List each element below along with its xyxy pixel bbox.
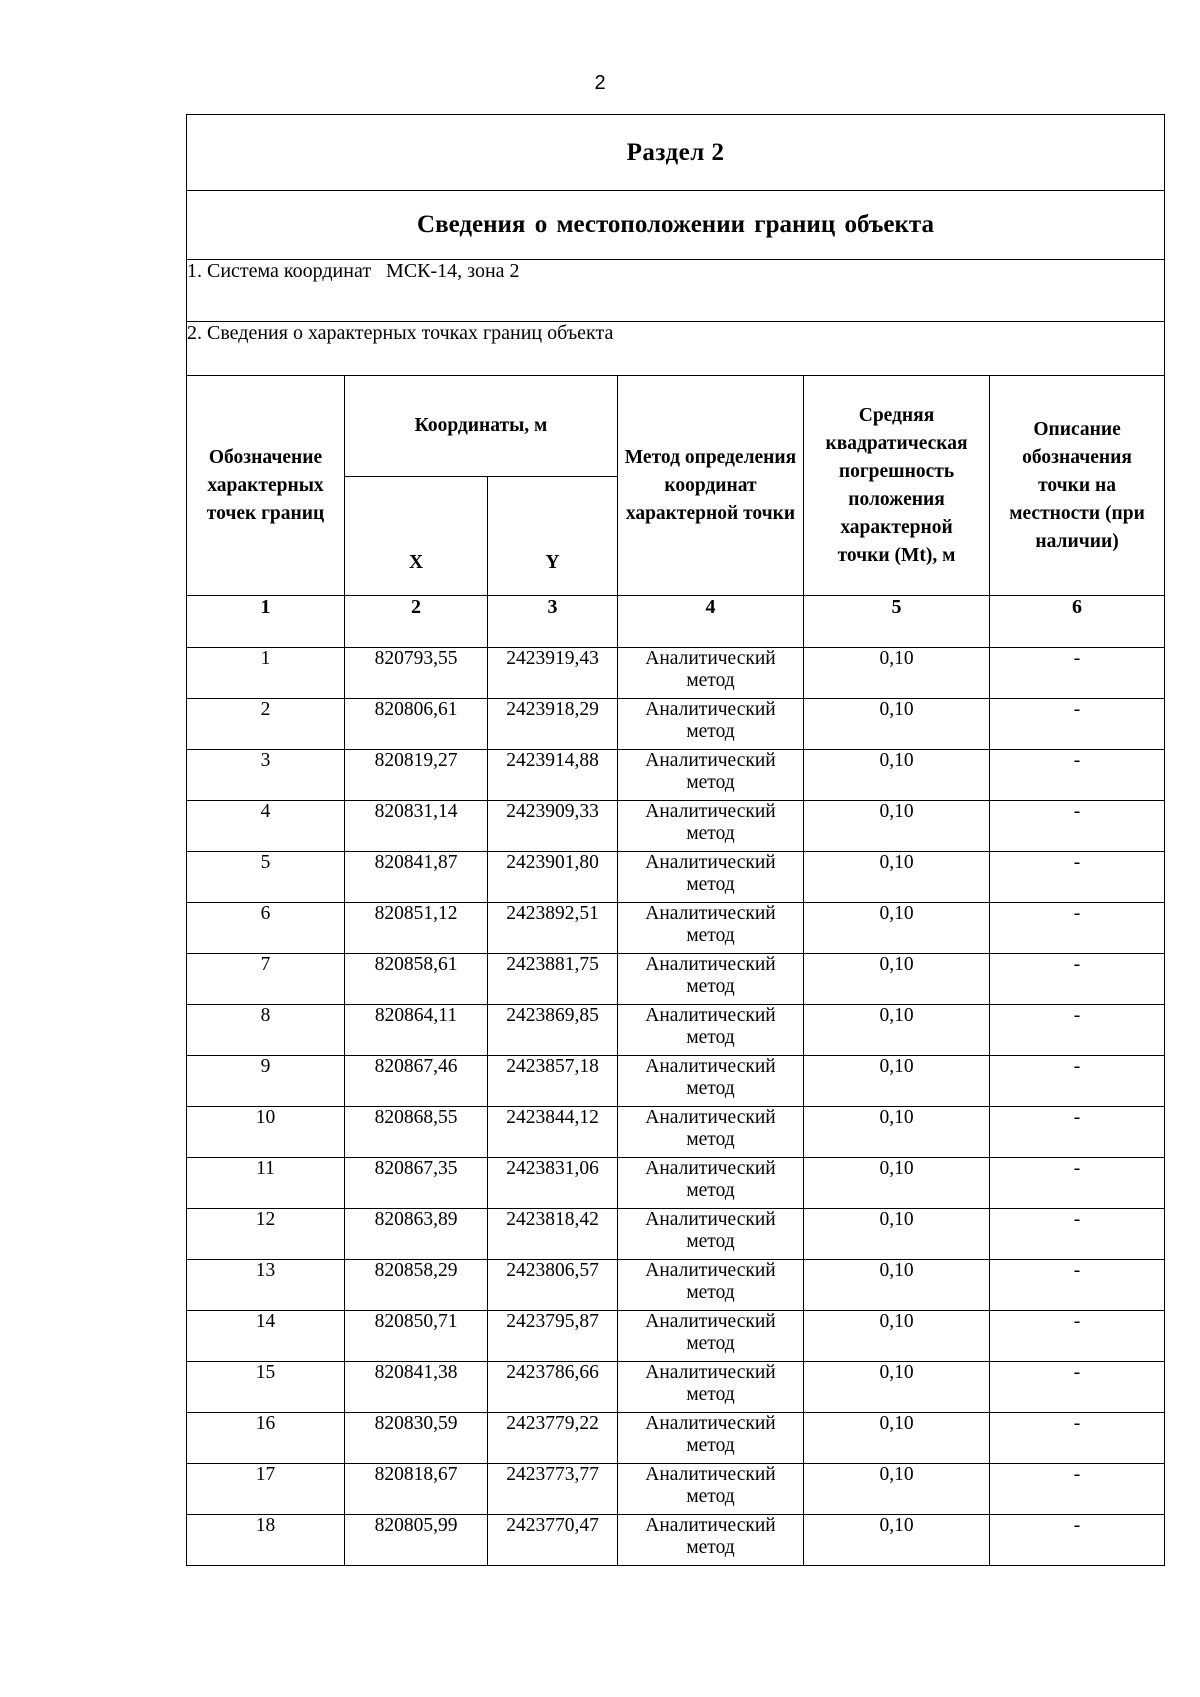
point-method [618,699,804,750]
table-row [187,954,1165,1005]
point-y: 2423918,29 [488,699,618,750]
table-row [187,852,1165,903]
point-description: - [990,1107,1165,1158]
column-number: 3 [488,596,618,648]
point-method [618,750,804,801]
table-row [187,1107,1165,1158]
point-description: - [990,852,1165,903]
method-line: Аналитический [645,1464,776,1485]
method-line: метод [686,1384,735,1405]
header-designation: Обозначение характерных точек границ [187,376,345,596]
point-id: 16 [187,1413,345,1464]
point-method [618,1260,804,1311]
point-method [618,801,804,852]
point-y: 2423795,87 [488,1311,618,1362]
point-error: 0,10 [804,1260,990,1311]
point-description: - [990,1209,1165,1260]
point-method [618,1056,804,1107]
column-number: 2 [345,596,488,648]
point-id: 15 [187,1362,345,1413]
point-x: 820841,38 [345,1362,488,1413]
point-id: 10 [187,1107,345,1158]
point-description: - [990,954,1165,1005]
page-number: 2 [594,72,606,94]
point-id: 18 [187,1515,345,1566]
point-error: 0,10 [804,954,990,1005]
method-line: Аналитический [645,750,776,771]
point-id: 13 [187,1260,345,1311]
table-row [187,903,1165,954]
method-line: Аналитический [645,1362,776,1383]
point-error: 0,10 [804,1158,990,1209]
point-x: 820830,59 [345,1413,488,1464]
point-description: - [990,1056,1165,1107]
table-row [187,1209,1165,1260]
method-line: Аналитический [645,1311,776,1332]
point-id: 8 [187,1005,345,1056]
point-description: - [990,750,1165,801]
method-line: метод [686,823,735,844]
method-line: метод [686,925,735,946]
method-line: Аналитический [645,1515,776,1536]
point-y: 2423914,88 [488,750,618,801]
point-id: 14 [187,1311,345,1362]
point-method [618,903,804,954]
point-error: 0,10 [804,1107,990,1158]
point-x: 820868,55 [345,1107,488,1158]
column-number: 5 [804,596,990,648]
point-description: - [990,1413,1165,1464]
table-row [187,1056,1165,1107]
point-y: 2423857,18 [488,1056,618,1107]
point-error: 0,10 [804,801,990,852]
point-x: 820831,14 [345,801,488,852]
point-description: - [990,1005,1165,1056]
point-x: 820851,12 [345,903,488,954]
method-line: метод [686,1435,735,1456]
point-x: 820863,89 [345,1209,488,1260]
point-description: - [990,1158,1165,1209]
point-error: 0,10 [804,1209,990,1260]
point-x: 820841,87 [345,852,488,903]
method-line: Аналитический [645,1209,776,1230]
method-line: Аналитический [645,954,776,975]
point-y: 2423779,22 [488,1413,618,1464]
point-id: 7 [187,954,345,1005]
point-y: 2423806,57 [488,1260,618,1311]
table-row [187,1005,1165,1056]
point-y: 2423909,33 [488,801,618,852]
point-id: 11 [187,1158,345,1209]
point-id: 3 [187,750,345,801]
method-line: метод [686,1129,735,1150]
method-line: метод [686,721,735,742]
point-y: 2423770,47 [488,1515,618,1566]
point-description: - [990,1260,1165,1311]
point-id: 2 [187,699,345,750]
method-line: метод [686,1180,735,1201]
boundary-points-table [186,114,1165,1566]
point-method [618,1464,804,1515]
header-method: Метод определения координат характерной точки [618,376,804,596]
table-row [187,1464,1165,1515]
point-error: 0,10 [804,750,990,801]
point-x: 820864,11 [345,1005,488,1056]
method-line: метод [686,1333,735,1354]
header-coordinates: Координаты, м [345,376,618,477]
point-method [618,852,804,903]
method-line: Аналитический [645,648,776,669]
column-number: 6 [990,596,1165,648]
table-row [187,699,1165,750]
points-info-label: 2. Сведения о характерных точках границ объекта [187,322,1165,376]
point-error: 0,10 [804,648,990,699]
point-method [618,1413,804,1464]
point-method [618,1107,804,1158]
column-number: 4 [618,596,804,648]
method-line: Аналитический [645,1158,776,1179]
table-row [187,1362,1165,1413]
point-error: 0,10 [804,1005,990,1056]
method-line: Аналитический [645,699,776,720]
point-error: 0,10 [804,1311,990,1362]
column-number: 1 [187,596,345,648]
section-title: Раздел 2 [187,115,1165,191]
method-line: Аналитический [645,1260,776,1281]
column-numbers-row [187,596,1165,648]
coordinate-system-label: 1. Система координат МСК-14, зона 2 [187,260,1165,322]
point-description: - [990,903,1165,954]
point-id: 4 [187,801,345,852]
point-x: 820867,46 [345,1056,488,1107]
point-x: 820858,29 [345,1260,488,1311]
point-method [618,1209,804,1260]
header-x: X [345,477,488,596]
method-line: метод [686,976,735,997]
table-row [187,1413,1165,1464]
point-method [618,1005,804,1056]
point-description: - [990,1464,1165,1515]
point-error: 0,10 [804,903,990,954]
method-line: Аналитический [645,852,776,873]
point-y: 2423881,75 [488,954,618,1005]
point-description: - [990,801,1165,852]
point-x: 820867,35 [345,1158,488,1209]
point-x: 820805,99 [345,1515,488,1566]
point-id: 6 [187,903,345,954]
method-line: метод [686,670,735,691]
point-error: 0,10 [804,1413,990,1464]
table-row [187,1260,1165,1311]
point-id: 17 [187,1464,345,1515]
point-error: 0,10 [804,852,990,903]
table-row [187,648,1165,699]
table-row [187,1515,1165,1566]
point-x: 820850,71 [345,1311,488,1362]
point-y: 2423901,80 [488,852,618,903]
method-line: метод [686,1027,735,1048]
point-method [618,1158,804,1209]
point-y: 2423786,66 [488,1362,618,1413]
method-line: Аналитический [645,1413,776,1434]
point-y: 2423892,51 [488,903,618,954]
point-error: 0,10 [804,1464,990,1515]
point-error: 0,10 [804,699,990,750]
point-method [618,1515,804,1566]
method-line: Аналитический [645,801,776,822]
point-x: 820818,67 [345,1464,488,1515]
method-line: метод [686,1537,735,1558]
header-error: Средняя квадратическая погрешность положения характерной точки (Mt), м [804,376,990,596]
table-row [187,801,1165,852]
point-x: 820806,61 [345,699,488,750]
point-id: 12 [187,1209,345,1260]
point-x: 820793,55 [345,648,488,699]
point-id: 9 [187,1056,345,1107]
point-error: 0,10 [804,1056,990,1107]
method-line: Аналитический [645,1107,776,1128]
method-line: метод [686,874,735,895]
point-description: - [990,699,1165,750]
method-line: Аналитический [645,903,776,924]
point-y: 2423869,85 [488,1005,618,1056]
point-method [618,648,804,699]
point-x: 820819,27 [345,750,488,801]
point-description: - [990,1311,1165,1362]
header-description: Описание обозначения точки на местности (при наличии) [990,376,1165,596]
point-y: 2423831,06 [488,1158,618,1209]
point-description: - [990,1515,1165,1566]
point-description: - [990,1362,1165,1413]
point-y: 2423818,42 [488,1209,618,1260]
point-method [618,954,804,1005]
method-line: метод [686,1282,735,1303]
point-method [618,1311,804,1362]
method-line: метод [686,1486,735,1507]
method-line: метод [686,772,735,793]
point-y: 2423919,43 [488,648,618,699]
table-row [187,1311,1165,1362]
method-line: Аналитический [645,1056,776,1077]
point-y: 2423773,77 [488,1464,618,1515]
point-y: 2423844,12 [488,1107,618,1158]
section-subtitle: Сведения о местоположении границ объекта [187,191,1165,260]
method-line: метод [686,1231,735,1252]
point-method [618,1362,804,1413]
method-line: метод [686,1078,735,1099]
point-id: 5 [187,852,345,903]
method-line: Аналитический [645,1005,776,1026]
header-y: Y [488,477,618,596]
point-error: 0,10 [804,1362,990,1413]
point-id: 1 [187,648,345,699]
point-x: 820858,61 [345,954,488,1005]
table-row [187,750,1165,801]
point-description: - [990,648,1165,699]
table-row [187,1158,1165,1209]
point-error: 0,10 [804,1515,990,1566]
